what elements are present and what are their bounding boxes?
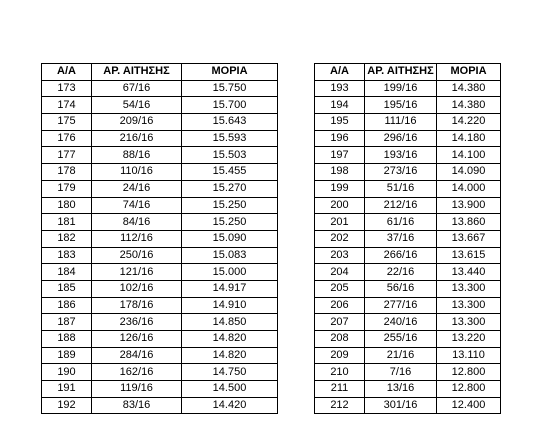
cell-serial-number: 197 bbox=[315, 147, 365, 164]
cell-serial-number: 206 bbox=[315, 297, 365, 314]
cell-application-number: 216/16 bbox=[92, 130, 182, 147]
cell-points: 15.270 bbox=[182, 180, 278, 197]
table-row bbox=[42, 381, 278, 398]
table-row bbox=[42, 164, 278, 181]
cell-points: 13.667 bbox=[437, 230, 501, 247]
cell-points: 15.250 bbox=[182, 214, 278, 231]
cell-serial-number: 184 bbox=[42, 264, 92, 281]
cell-serial-number: 196 bbox=[315, 130, 365, 147]
cell-application-number: 121/16 bbox=[92, 264, 182, 281]
table-row bbox=[315, 280, 501, 297]
table-row bbox=[42, 297, 278, 314]
cell-points: 13.900 bbox=[437, 197, 501, 214]
cell-serial-number: 183 bbox=[42, 247, 92, 264]
table-row bbox=[42, 214, 278, 231]
cell-application-number: 277/16 bbox=[365, 297, 437, 314]
cell-points: 14.910 bbox=[182, 297, 278, 314]
cell-serial-number: 205 bbox=[315, 280, 365, 297]
cell-points: 15.083 bbox=[182, 247, 278, 264]
cell-serial-number: 181 bbox=[42, 214, 92, 231]
table-row bbox=[315, 397, 501, 414]
cell-serial-number: 173 bbox=[42, 80, 92, 97]
cell-application-number: 236/16 bbox=[92, 314, 182, 331]
cell-serial-number: 200 bbox=[315, 197, 365, 214]
cell-serial-number: 207 bbox=[315, 314, 365, 331]
cell-points: 14.850 bbox=[182, 314, 278, 331]
table-row bbox=[315, 264, 501, 281]
ranking-table-left bbox=[41, 63, 278, 414]
table-row bbox=[42, 97, 278, 114]
table-row bbox=[315, 247, 501, 264]
cell-points: 14.220 bbox=[437, 114, 501, 131]
table-row bbox=[42, 347, 278, 364]
cell-application-number: 24/16 bbox=[92, 180, 182, 197]
cell-serial-number: 210 bbox=[315, 364, 365, 381]
cell-application-number: 111/16 bbox=[365, 114, 437, 131]
table-row bbox=[315, 180, 501, 197]
table-row bbox=[42, 147, 278, 164]
cell-points: 13.440 bbox=[437, 264, 501, 281]
header-application-number: ΑΡ. ΑΙΤΗΣΗΣ bbox=[92, 64, 182, 81]
cell-points: 15.700 bbox=[182, 97, 278, 114]
table-row bbox=[315, 197, 501, 214]
cell-application-number: 178/16 bbox=[92, 297, 182, 314]
cell-points: 14.000 bbox=[437, 180, 501, 197]
cell-points: 14.380 bbox=[437, 80, 501, 97]
cell-points: 15.090 bbox=[182, 230, 278, 247]
table-row bbox=[315, 364, 501, 381]
cell-serial-number: 188 bbox=[42, 331, 92, 348]
cell-points: 14.917 bbox=[182, 280, 278, 297]
cell-points: 14.750 bbox=[182, 364, 278, 381]
table-row bbox=[42, 197, 278, 214]
cell-application-number: 88/16 bbox=[92, 147, 182, 164]
cell-application-number: 83/16 bbox=[92, 397, 182, 414]
cell-serial-number: 203 bbox=[315, 247, 365, 264]
cell-application-number: 22/16 bbox=[365, 264, 437, 281]
table-row bbox=[315, 130, 501, 147]
table-row bbox=[42, 80, 278, 97]
cell-points: 15.593 bbox=[182, 130, 278, 147]
cell-points: 15.643 bbox=[182, 114, 278, 131]
cell-application-number: 102/16 bbox=[92, 280, 182, 297]
cell-application-number: 301/16 bbox=[365, 397, 437, 414]
cell-points: 14.500 bbox=[182, 381, 278, 398]
cell-serial-number: 193 bbox=[315, 80, 365, 97]
cell-serial-number: 189 bbox=[42, 347, 92, 364]
cell-serial-number: 185 bbox=[42, 280, 92, 297]
cell-points: 14.820 bbox=[182, 331, 278, 348]
table-row bbox=[42, 247, 278, 264]
cell-serial-number: 176 bbox=[42, 130, 92, 147]
cell-serial-number: 180 bbox=[42, 197, 92, 214]
cell-points: 15.455 bbox=[182, 164, 278, 181]
cell-serial-number: 212 bbox=[315, 397, 365, 414]
cell-serial-number: 179 bbox=[42, 180, 92, 197]
cell-points: 13.110 bbox=[437, 347, 501, 364]
cell-application-number: 13/16 bbox=[365, 381, 437, 398]
table-row bbox=[42, 130, 278, 147]
table-row bbox=[42, 114, 278, 131]
cell-application-number: 284/16 bbox=[92, 347, 182, 364]
cell-application-number: 162/16 bbox=[92, 364, 182, 381]
cell-application-number: 193/16 bbox=[365, 147, 437, 164]
cell-points: 15.503 bbox=[182, 147, 278, 164]
cell-application-number: 119/16 bbox=[92, 381, 182, 398]
cell-serial-number: 177 bbox=[42, 147, 92, 164]
cell-points: 15.750 bbox=[182, 80, 278, 97]
cell-points: 15.250 bbox=[182, 197, 278, 214]
cell-serial-number: 191 bbox=[42, 381, 92, 398]
cell-points: 13.220 bbox=[437, 331, 501, 348]
table-row bbox=[315, 331, 501, 348]
header-points: ΜΟΡΙΑ bbox=[437, 64, 501, 81]
ranking-table-right bbox=[314, 63, 501, 414]
table-row bbox=[315, 214, 501, 231]
table-row bbox=[315, 80, 501, 97]
cell-application-number: 209/16 bbox=[92, 114, 182, 131]
table-row bbox=[315, 97, 501, 114]
cell-points: 14.180 bbox=[437, 130, 501, 147]
cell-application-number: 67/16 bbox=[92, 80, 182, 97]
cell-application-number: 84/16 bbox=[92, 214, 182, 231]
header-serial-number: Α/Α bbox=[42, 64, 92, 81]
table-row bbox=[42, 331, 278, 348]
cell-application-number: 54/16 bbox=[92, 97, 182, 114]
table-row bbox=[42, 314, 278, 331]
cell-serial-number: 186 bbox=[42, 297, 92, 314]
cell-application-number: 250/16 bbox=[92, 247, 182, 264]
cell-serial-number: 198 bbox=[315, 164, 365, 181]
table-row bbox=[315, 147, 501, 164]
cell-application-number: 51/16 bbox=[365, 180, 437, 197]
cell-points: 15.000 bbox=[182, 264, 278, 281]
cell-application-number: 7/16 bbox=[365, 364, 437, 381]
cell-serial-number: 190 bbox=[42, 364, 92, 381]
cell-points: 13.300 bbox=[437, 314, 501, 331]
cell-application-number: 212/16 bbox=[365, 197, 437, 214]
cell-points: 14.100 bbox=[437, 147, 501, 164]
cell-serial-number: 201 bbox=[315, 214, 365, 231]
cell-serial-number: 182 bbox=[42, 230, 92, 247]
cell-application-number: 266/16 bbox=[365, 247, 437, 264]
cell-application-number: 296/16 bbox=[365, 130, 437, 147]
table-row bbox=[315, 297, 501, 314]
table-row bbox=[315, 347, 501, 364]
cell-points: 14.380 bbox=[437, 97, 501, 114]
cell-serial-number: 208 bbox=[315, 331, 365, 348]
cell-serial-number: 192 bbox=[42, 397, 92, 414]
cell-serial-number: 202 bbox=[315, 230, 365, 247]
cell-serial-number: 211 bbox=[315, 381, 365, 398]
header-row bbox=[315, 64, 501, 81]
cell-points: 12.400 bbox=[437, 397, 501, 414]
cell-serial-number: 209 bbox=[315, 347, 365, 364]
cell-serial-number: 174 bbox=[42, 97, 92, 114]
cell-serial-number: 175 bbox=[42, 114, 92, 131]
cell-points: 13.300 bbox=[437, 280, 501, 297]
table-row bbox=[42, 397, 278, 414]
table-row bbox=[42, 280, 278, 297]
cell-points: 12.800 bbox=[437, 381, 501, 398]
cell-application-number: 21/16 bbox=[365, 347, 437, 364]
cell-points: 12.800 bbox=[437, 364, 501, 381]
cell-serial-number: 178 bbox=[42, 164, 92, 181]
cell-application-number: 126/16 bbox=[92, 331, 182, 348]
cell-serial-number: 195 bbox=[315, 114, 365, 131]
table-row bbox=[315, 381, 501, 398]
table-row bbox=[42, 230, 278, 247]
cell-application-number: 195/16 bbox=[365, 97, 437, 114]
table-row bbox=[315, 164, 501, 181]
cell-application-number: 273/16 bbox=[365, 164, 437, 181]
table-row bbox=[315, 314, 501, 331]
header-points: ΜΟΡΙΑ bbox=[182, 64, 278, 81]
cell-application-number: 240/16 bbox=[365, 314, 437, 331]
cell-serial-number: 187 bbox=[42, 314, 92, 331]
cell-application-number: 61/16 bbox=[365, 214, 437, 231]
table-row bbox=[315, 114, 501, 131]
cell-application-number: 74/16 bbox=[92, 197, 182, 214]
cell-points: 14.420 bbox=[182, 397, 278, 414]
cell-points: 13.300 bbox=[437, 297, 501, 314]
cell-serial-number: 194 bbox=[315, 97, 365, 114]
table-row bbox=[42, 264, 278, 281]
cell-application-number: 56/16 bbox=[365, 280, 437, 297]
table-row bbox=[315, 230, 501, 247]
cell-application-number: 199/16 bbox=[365, 80, 437, 97]
header-application-number: ΑΡ. ΑΙΤΗΣΗΣ bbox=[365, 64, 437, 81]
cell-application-number: 112/16 bbox=[92, 230, 182, 247]
cell-serial-number: 199 bbox=[315, 180, 365, 197]
table-row bbox=[42, 364, 278, 381]
cell-application-number: 37/16 bbox=[365, 230, 437, 247]
cell-application-number: 255/16 bbox=[365, 331, 437, 348]
table-row bbox=[42, 180, 278, 197]
cell-application-number: 110/16 bbox=[92, 164, 182, 181]
cell-points: 13.615 bbox=[437, 247, 501, 264]
table-body bbox=[42, 80, 278, 414]
cell-points: 14.090 bbox=[437, 164, 501, 181]
cell-points: 13.860 bbox=[437, 214, 501, 231]
header-row bbox=[42, 64, 278, 81]
header-serial-number: Α/Α bbox=[315, 64, 365, 81]
cell-serial-number: 204 bbox=[315, 264, 365, 281]
table-body bbox=[315, 80, 501, 414]
cell-points: 14.820 bbox=[182, 347, 278, 364]
